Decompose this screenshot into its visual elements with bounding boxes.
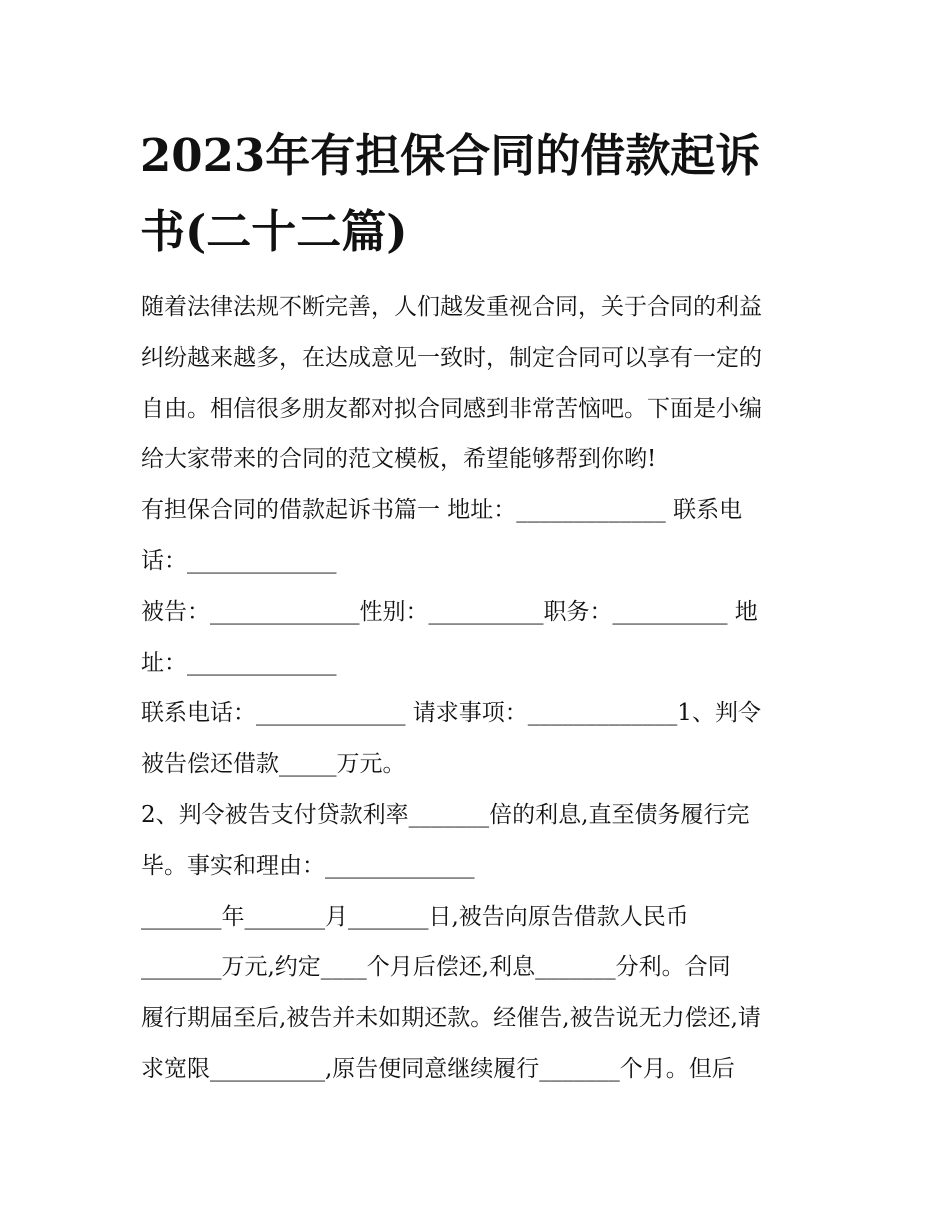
title-line: 2023年有担保合同的借款起诉 <box>140 129 761 182</box>
title-line: 书(二十二篇) <box>140 205 408 258</box>
document-body <box>141 282 762 1095</box>
body-line: 毕。事实和理由：_____________ <box>141 852 475 879</box>
body-line: 纠纷越来越多，在达成意见一致时，制定合同可以享有一定的 <box>141 344 762 371</box>
body-line: 话：_____________ <box>141 547 337 574</box>
body-line: 址：_____________ <box>141 649 337 676</box>
body-line: 随着法律法规不断完善，人们越发重视合同，关于合同的利益 <box>141 294 762 320</box>
body-line: 被告：_____________性别：__________职务：__________ 地 <box>141 598 758 625</box>
document-title <box>140 118 760 270</box>
body-line: 求宽限__________,原告便同意继续履行_______个月。但后 <box>141 1055 735 1082</box>
body-line: 履行期届至后,被告并未如期还款。经催告,被告说无力偿还,请 <box>141 1005 761 1032</box>
body-line: 有担保合同的借款起诉书篇一 地址：_____________ 联系电 <box>141 497 743 524</box>
body-line: 2、判令被告支付贷款利率_______倍的利息,直至债务履行完 <box>141 801 750 828</box>
body-line: 自由。相信很多朋友都对拟合同感到非常苦恼吧。下面是小编 <box>141 395 762 422</box>
body-line: 联系电话：_____________ 请求事项：_____________1、判令 <box>141 700 761 727</box>
body-line: _______万元,约定____个月后偿还,利息_______分利。合同 <box>141 954 731 981</box>
body-line: 给大家带来的合同的范文模板，希望能够帮到你哟! <box>141 446 657 473</box>
body-line: _______年_______月_______日,被告向原告借款人民币 <box>141 903 689 930</box>
body-line: 被告偿还借款_____万元。 <box>141 751 406 778</box>
